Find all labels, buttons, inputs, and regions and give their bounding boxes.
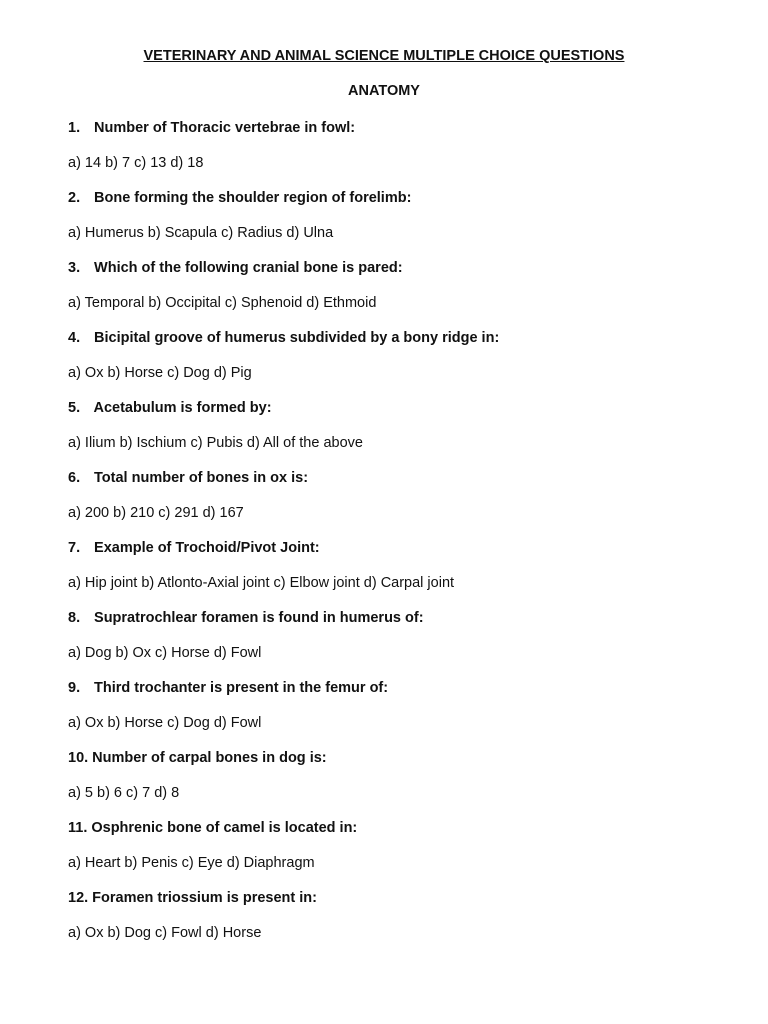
question-number: 6. — [68, 470, 81, 486]
question-item — [68, 398, 728, 468]
question-label: Which of the following cranial bone is pared: — [94, 260, 403, 276]
answer-options: a) Humerus b) Scapula c) Radius d) Ulna — [68, 225, 334, 241]
answer-options: a) Dog b) Ox c) Horse d) Fowl — [68, 645, 262, 661]
question-label: Supratrochlear foramen is found in humerus of: — [94, 610, 424, 626]
answer-options: a) Ox b) Dog c) Fowl d) Horse — [68, 925, 262, 941]
question-item — [68, 468, 728, 538]
question-number: 8. — [68, 610, 81, 626]
answer-options: a) Heart b) Penis c) Eye d) Diaphragm — [68, 855, 315, 871]
document-title: VETERINARY AND ANIMAL SCIENCE MULTIPLE CHOICE QUESTIONS — [143, 48, 625, 64]
question-label: Number of Thoracic vertebrae in fowl: — [94, 120, 356, 136]
question-label: Acetabulum is formed by: — [93, 400, 272, 416]
question-text — [68, 188, 728, 223]
section-title: ANATOMY — [348, 83, 420, 99]
question-item — [68, 258, 728, 328]
question-label: Total number of bones in ox is: — [94, 470, 309, 486]
question-text — [68, 818, 728, 853]
answer-options: a) Hip joint b) Atlonto-Axial joint c) Elbow joint d) Carpal joint — [68, 575, 455, 591]
question-item — [68, 118, 728, 188]
question-label: Third trochanter is present in the femur of: — [94, 680, 389, 696]
question-text — [68, 468, 728, 503]
question-text — [68, 118, 728, 153]
question-text — [68, 398, 728, 433]
question-list — [68, 118, 728, 958]
answer-options: a) Ox b) Horse c) Dog d) Fowl — [68, 715, 262, 731]
question-number: 10. — [68, 750, 89, 766]
question-text — [68, 748, 728, 783]
question-number: 4. — [68, 330, 81, 346]
answer-options: a) 5 b) 6 c) 7 d) 8 — [68, 785, 180, 801]
question-text — [68, 608, 728, 643]
question-text — [68, 888, 728, 923]
question-number: 3. — [68, 260, 81, 276]
question-text — [68, 538, 728, 573]
question-item — [68, 608, 728, 678]
question-item — [68, 888, 728, 958]
question-number: 11. — [68, 820, 88, 836]
question-item — [68, 678, 728, 748]
question-number: 12. — [68, 890, 89, 906]
question-label: Number of carpal bones in dog is: — [92, 750, 327, 766]
question-item — [68, 748, 728, 818]
answer-options: a) Ilium b) Ischium c) Pubis d) All of the above — [68, 435, 363, 451]
answer-options: a) 200 b) 210 c) 291 d) 167 — [68, 505, 244, 521]
question-label: Bone forming the shoulder region of forelimb: — [94, 190, 412, 206]
question-number: 5. — [68, 400, 81, 416]
question-label: Bicipital groove of humerus subdivided by a bony ridge in: — [94, 330, 500, 346]
answer-options: a) Ox b) Horse c) Dog d) Pig — [68, 365, 252, 381]
answer-options: a) Temporal b) Occipital c) Sphenoid d) Ethmoid — [68, 295, 377, 311]
question-item — [68, 538, 728, 608]
question-text — [68, 258, 728, 293]
question-item — [68, 818, 728, 888]
question-label: Example of Trochoid/Pivot Joint: — [94, 540, 320, 556]
question-label: Osphrenic bone of camel is located in: — [91, 820, 358, 836]
question-number: 2. — [68, 190, 81, 206]
question-number: 1. — [68, 120, 81, 136]
question-text — [68, 328, 728, 363]
question-item — [68, 328, 728, 398]
answer-options: a) 14 b) 7 c) 13 d) 18 — [68, 155, 204, 171]
question-number: 7. — [68, 540, 81, 556]
question-number: 9. — [68, 680, 81, 696]
question-item — [68, 188, 728, 258]
question-label: Foramen triossium is present in: — [92, 890, 317, 906]
question-text — [68, 678, 728, 713]
